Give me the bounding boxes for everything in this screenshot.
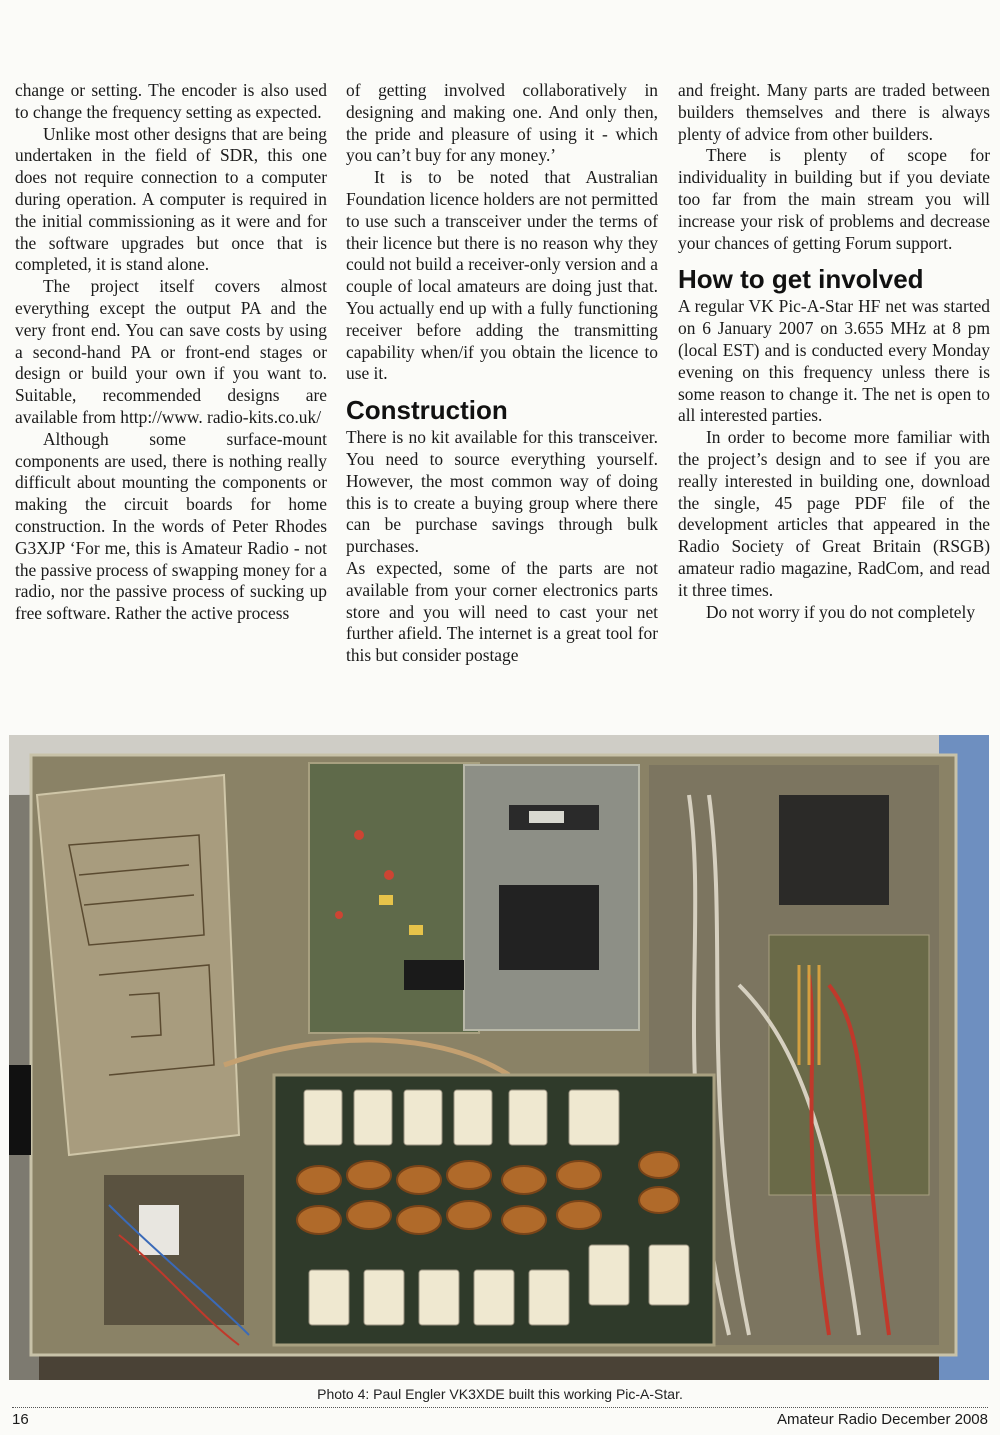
paragraph: The project itself covers almost everything except the output PA and the very front end. You can save costs by using a second-hand PA or front-end stages or design or build your own if you want to. Suitable, recommended designs are available from http://www. radio-kits.co.uk/ <box>15 276 327 427</box>
section-heading-construction: Construction <box>346 395 508 426</box>
section-heading-how-to-get-involved: How to get involved <box>678 264 924 295</box>
paragraph: change or setting. The encoder is also used to change the frequency setting as expected. <box>15 80 327 122</box>
paragraph: It is to be noted that Australian Foundation licence holders are not permitted to use such a transceiver under the terms of their licence but there is no reason why they could not build a receiver-only version and a couple of local amateurs are doing just that. You actually end up with a fully functioning receiver before adding the transmitting capability when/if you obtain the licence to use it. <box>346 167 658 384</box>
paragraph: Although some surface-mount components are used, there is nothing really difficult about mounting the components or making the circuit boards for home construction. In the words of Peter Rhodes G3XJP ‘For me, this is Amateur Radio - not the passive process of swapping money for a radio, nor the passive process of sucking up free software. Rather the active process <box>15 428 327 624</box>
publication-footer: Amateur Radio December 2008 <box>777 1411 988 1428</box>
transceiver-illustration <box>9 735 989 1380</box>
article-column-3 <box>678 80 990 623</box>
article-column-1 <box>15 80 327 625</box>
transceiver-photo <box>9 735 989 1380</box>
paragraph: As expected, some of the parts are not available from your corner electronics parts store and you will need to cast your net further afield. The internet is a great tool for this but consider postage <box>346 557 658 666</box>
paragraph: of getting involved collaboratively in designing and making one. And only then, the pride and pleasure of using it - which you can’t buy for any money.’ <box>346 80 658 166</box>
article-column-2 <box>346 80 658 667</box>
page-number: 16 <box>12 1411 29 1428</box>
paragraph: There is plenty of scope for individuality in building but if you deviate too far from the main stream you will increase your risk of problems and decrease your chances of getting Forum support. <box>678 145 990 253</box>
paragraph: Unlike most other designs that are being undertaken in the field of SDR, this one does not require connection to a computer during operation. A computer is required in the initial commissioning as it were and for the software upgrades but once that is completed, it is stand alone. <box>15 123 327 275</box>
paragraph: A regular VK Pic-A-Star HF net was started on 6 January 2007 on 3.655 MHz at 8 pm (local EST) and is conducted every Monday evening on this frequency unless there is some reason to change it. The net is open to all interested parties. <box>678 296 990 426</box>
footer-divider <box>12 1407 988 1408</box>
paragraph: In order to become more familiar with the project’s design and to see if you are really interested in building one, download the single, 45 page PDF file of the development articles that appeared in the Radio Society of Great Britain (RSGB) amateur radio magazine, RadCom, and read it three times. <box>678 427 990 600</box>
photo-caption: Photo 4: Paul Engler VK3XDE built this working Pic-A-Star. <box>317 1386 683 1402</box>
paragraph: and freight. Many parts are traded between builders themselves and there is always plenty of advice from other builders. <box>678 80 990 144</box>
paragraph: There is no kit available for this transceiver. You need to source everything yourself. However, the most common way of doing this is to create a buying group where there can be purchase savings through bulk purchases. <box>346 427 658 557</box>
paragraph: Do not worry if you do not completely <box>706 601 976 622</box>
